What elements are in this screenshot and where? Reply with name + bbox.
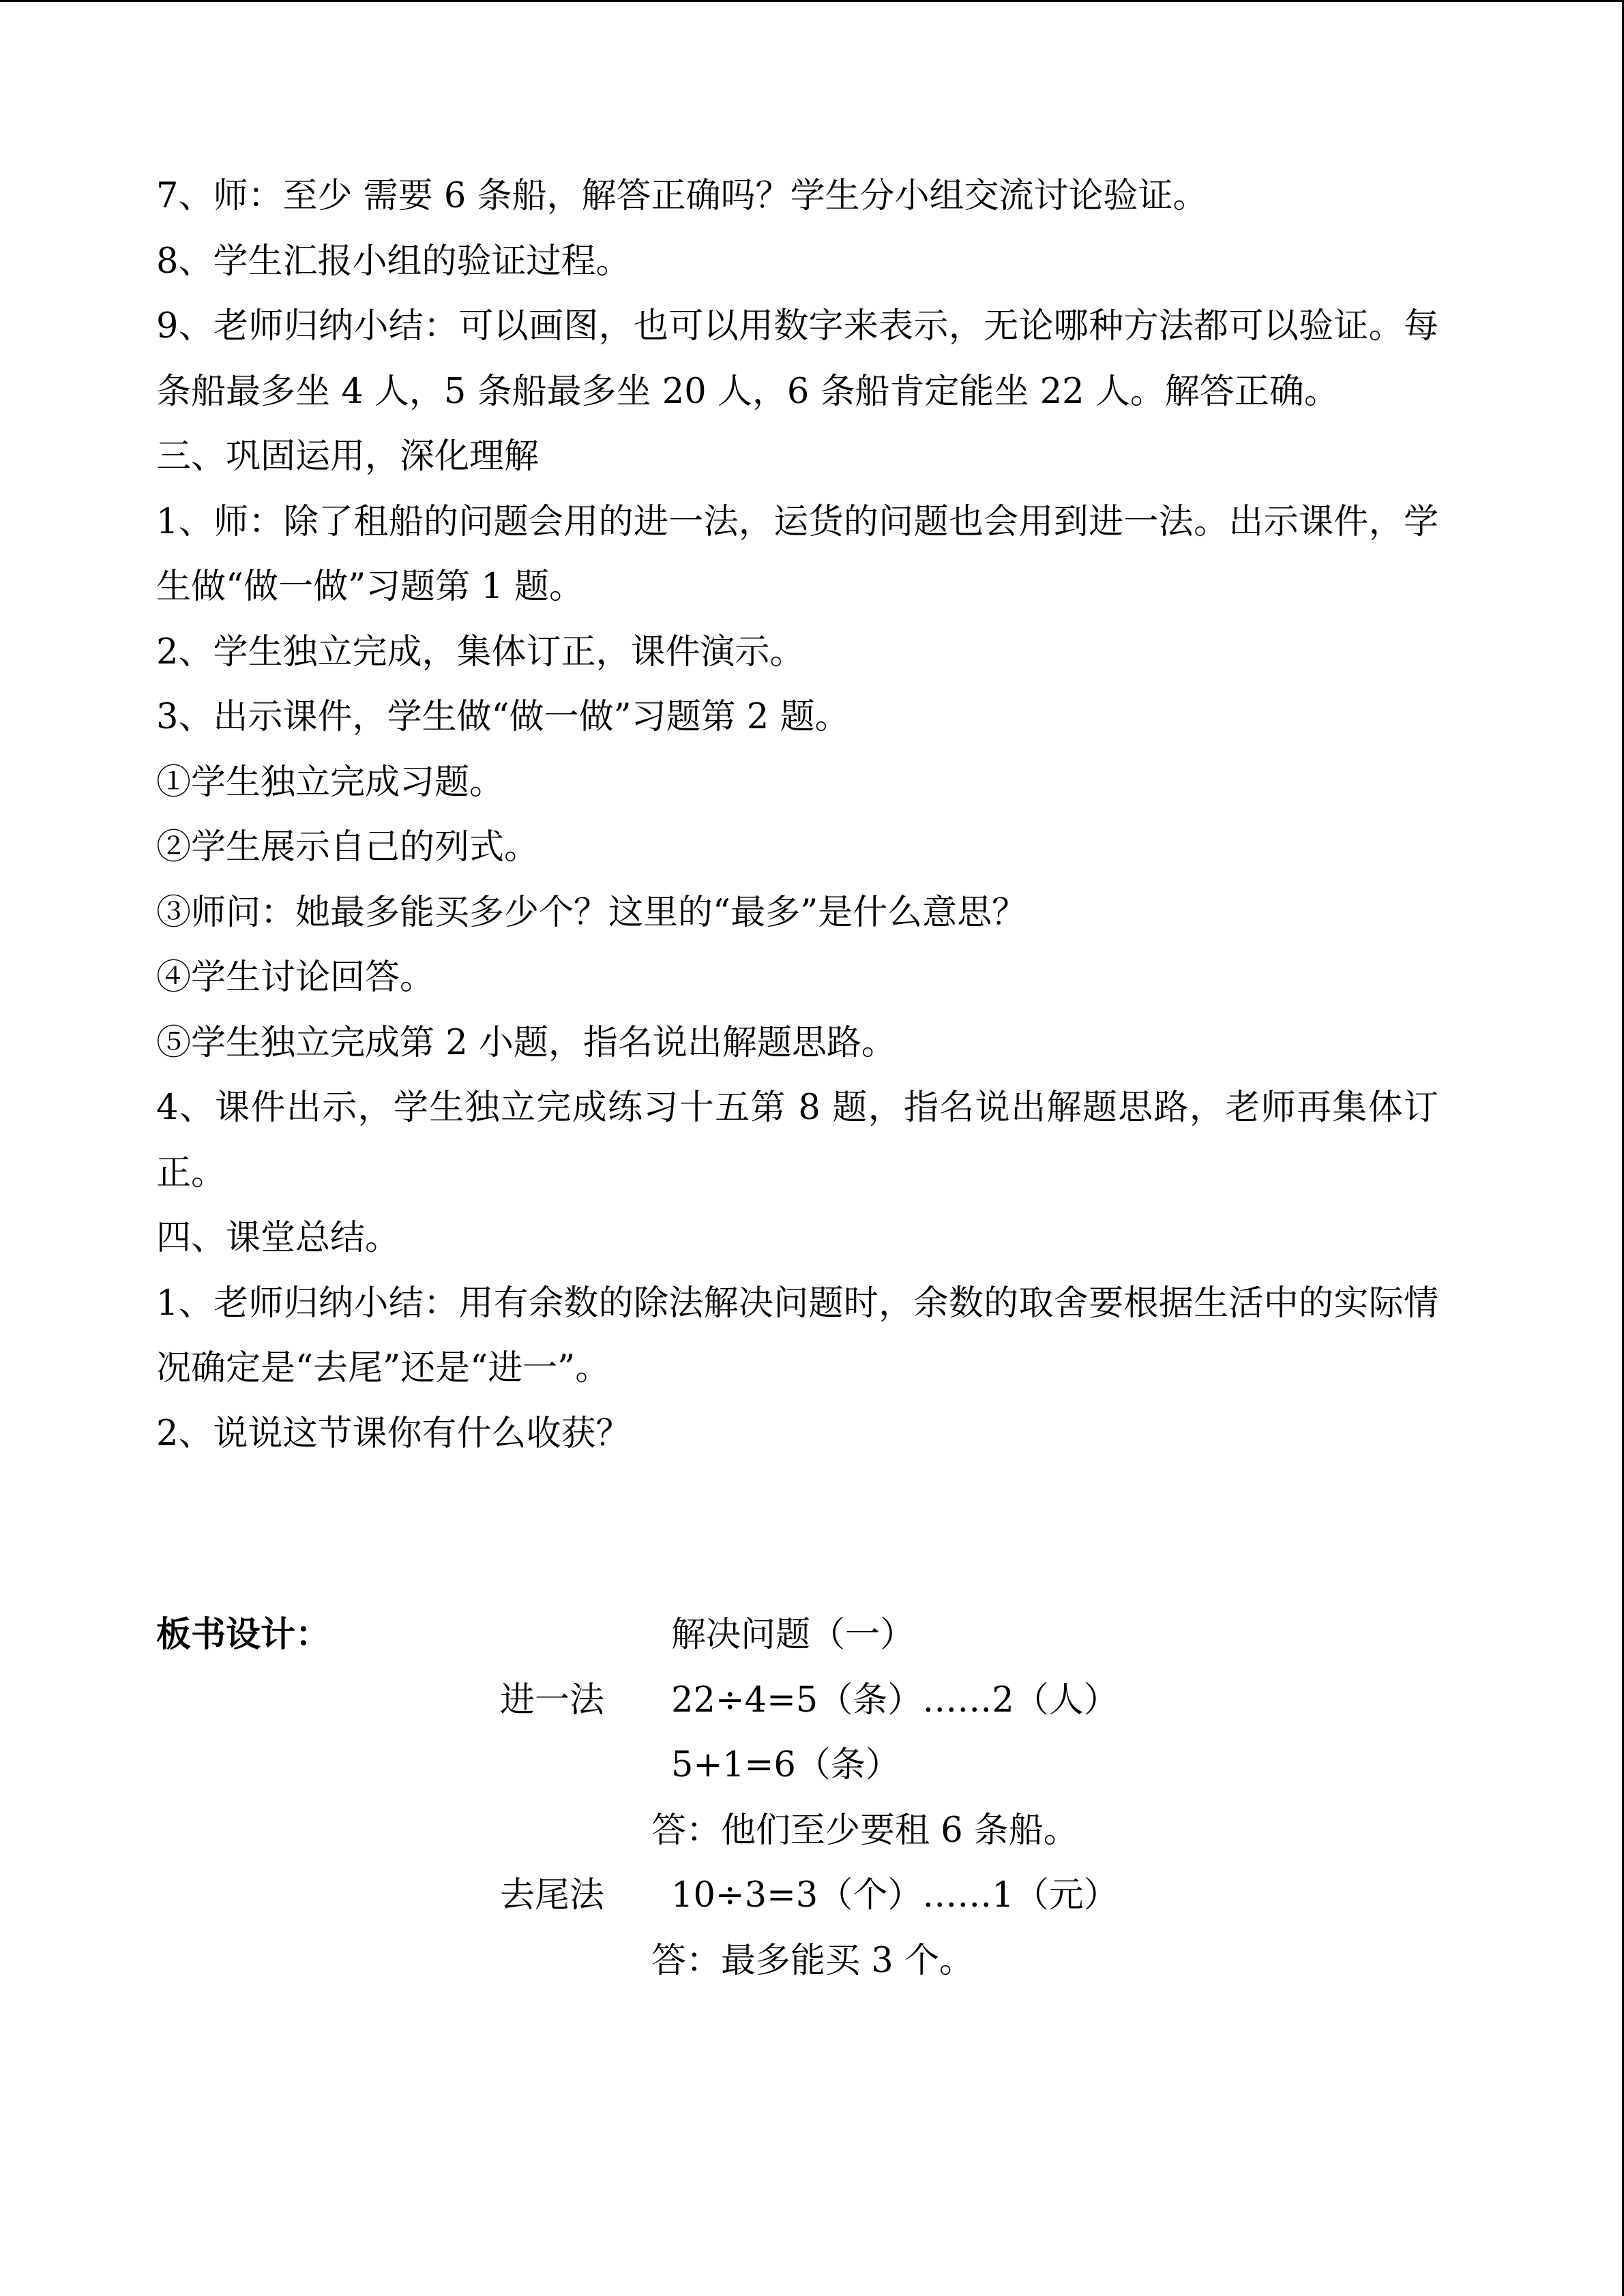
equation: 5+1=6（条） (671, 1745, 900, 1785)
paragraph: 2、说说这节课你有什么收获？ (156, 1413, 631, 1454)
board-label: 板书设计： (156, 1615, 331, 1655)
paragraph: ⑤学生独立完成第 2 小题，指名说出解题思路。 (156, 1022, 896, 1063)
method-name: 去尾法 (500, 1875, 605, 1915)
equation: 10÷3=3（个）……1（元） (671, 1875, 1119, 1915)
answer: 答：他们至少要租 6 条船。 (651, 1810, 1078, 1851)
paragraph: 3、出示课件，学生做“做一做”习题第 2 题。 (156, 697, 850, 737)
paragraph: 9、老师归纳小结：可以画图，也可以用数字来表示，无论哪种方法都可以验证。每条船最多坐 4 人，5 条船最多坐 20 人，6 条船肯定能坐 22 人。解答正确。 (156, 306, 1438, 412)
paragraph: 4、课件出示，学生独立完成练习十五第 8 题，指名说出解题思路，老师再集体订正。 (156, 1088, 1438, 1193)
answer: 答：最多能买 3 个。 (651, 1941, 974, 1981)
method-name: 进一法 (500, 1680, 605, 1720)
paragraph: ③师问：她最多能买多少个？这里的“最多”是什么意思？ (156, 892, 1027, 933)
paragraph: ①学生独立完成习题。 (156, 762, 505, 803)
section-heading: 四、课堂总结。 (156, 1218, 400, 1258)
paragraph: 1、师：除了租船的问题会用的进一法，运货的问题也会用到进一法。出示课件，学生做“做一做”习题第 1 题。 (156, 501, 1438, 607)
equation: 22÷4=5（条）……2（人） (671, 1680, 1119, 1720)
paragraph: 1、老师归纳小结：用有余数的除法解决问题时，余数的取舍要根据生活中的实际情况确定是“去尾”还是“进一”。 (156, 1283, 1438, 1388)
paragraph: ②学生展示自己的列式。 (156, 827, 540, 867)
board-title: 解决问题（一） (671, 1615, 915, 1655)
paragraph: 8、学生汇报小组的验证过程。 (156, 241, 631, 282)
section-heading: 三、巩固运用，深化理解 (156, 436, 540, 477)
paragraph: 7、师：至少 需要 6 条船，解答正确吗？学生分小组交流讨论验证。 (156, 176, 1208, 216)
paragraph: 2、学生独立完成，集体订正，课件演示。 (156, 631, 805, 672)
paragraph: ④学生讨论回答。 (156, 957, 435, 998)
